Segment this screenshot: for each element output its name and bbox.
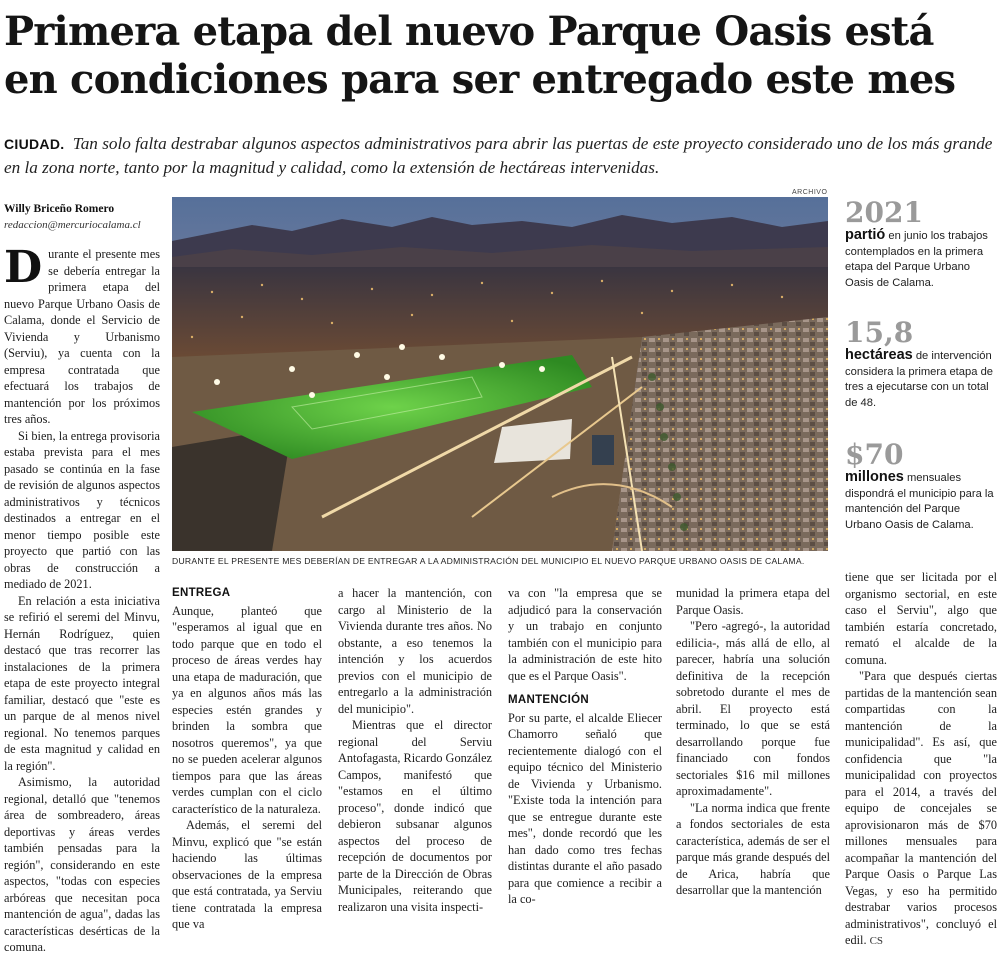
paragraph: En relación a esta iniciativa se refirió el seremi del Minvu, Hernán Rodríguez, quien destacó que tras recorrer las instalaciones de la primera etapa de este proyecto integral familiar, destacó que "este es un parque de al menos nivel regional. No tenemos parques de esta magnitud y calidad en la región". bbox=[4, 593, 160, 773]
stat-description: de intervención considera la primera etapa de tres a ejecutarse con un total de 48. bbox=[845, 350, 994, 409]
park-aerial-photo bbox=[172, 197, 828, 551]
end-mark-icon: CS bbox=[869, 935, 884, 947]
article-column-4 bbox=[508, 585, 662, 908]
paragraph: munidad la primera etapa del Parque Oasis. bbox=[676, 586, 830, 617]
stat-keyword: millones bbox=[845, 469, 904, 485]
stat-2021 bbox=[845, 198, 997, 291]
paragraph: Además, el seremi del Minvu, explicó que "se están haciendo las últimas observaciones de la empresa que está contratada, ya Serviu tiene contratada la empresa que va bbox=[172, 818, 322, 931]
subhead-mantencion: MANTENCIÓN bbox=[508, 694, 589, 706]
article-column-1 bbox=[4, 242, 160, 956]
stat-number: 2021 bbox=[845, 196, 923, 229]
paragraph-text: urante el presente mes se debería entregar la primera etapa del nuevo Parque Urbano Oasis de Calama, donde el Servicio de Vivienda y Urbanismo (Serviu), ya cuenta con la empresa contratada que efectuará los trabajos de mantención por los próximos tres años. bbox=[4, 247, 160, 426]
stat-description: en junio los trabajos contemplados en la primera etapa del Parque Urbano Oasis de Calama. bbox=[845, 230, 988, 289]
paragraph: va con "la empresa que se adjudicó para la conservación y un trabajo en conjunto también con el municipio para la administración de este hito que es el Parque Oasis". bbox=[508, 586, 662, 683]
article-column-3 bbox=[338, 585, 492, 915]
headline-line-2: en condiciones para ser entregado este mes bbox=[4, 56, 956, 103]
lead-paragraph bbox=[4, 132, 996, 180]
section-kicker: CIUDAD. bbox=[4, 136, 65, 152]
article-column-2 bbox=[172, 585, 322, 933]
paragraph: Si bien, la entrega provisoria estaba prevista para el mes pasado se continúa en la fase de revisión de algunos aspectos administrativos y técnicos destinados a entregar en el menor tiempo posible este proyecto que partió con las obras de construcción a mediado de 2021. bbox=[4, 428, 160, 591]
stat-keyword: hectáreas bbox=[845, 347, 913, 363]
stat-hectares bbox=[845, 318, 997, 411]
park-aerial-illustration bbox=[172, 197, 828, 551]
paragraph: a hacer la mantención, con cargo al Ministerio de la Vivienda durante tres años. No obstante, a eso tenemos la intención y los acuerdos previos con el municipio de entregarlo a la administración del municipio". bbox=[338, 586, 492, 716]
stat-text bbox=[845, 470, 997, 533]
article-column-5 bbox=[676, 585, 830, 899]
photo-caption: DURANTE EL PRESENTE MES DEBERÍAN DE ENTREGAR A LA ADMINISTRACIÓN DEL MUNICIPIO EL NUEVO PARQUE URBANO OASIS DE CALAMA. bbox=[172, 556, 805, 566]
photo-credit: ARCHIVO bbox=[792, 189, 828, 196]
author-name: Willy Briceño Romero bbox=[4, 203, 115, 215]
stat-description: mensuales dispondrá el municipio para la mantención del Parque Urbano Oasis de Calama. bbox=[845, 472, 994, 531]
paragraph: Por su parte, el alcalde Eliecer Chamorro señaló que recientemente dialogó con el equipo técnico del Ministerio de Vivienda y Urbanismo. "Existe toda la intención para que se entregue durante este mes", donde recordó que les han dado como tres fechas distintas durante el año pasado para que comience a recibir a la co- bbox=[508, 710, 662, 906]
paragraph: Asimismo, la autoridad regional, detalló que "tenemos área de sombreadero, áreas deportivas y áreas verdes también pensadas para la región", considerando en este aspectos, "todas con especies arbóreas que necesitan poca mantención de agua", dadas las características desérticas de la comuna. bbox=[4, 775, 160, 954]
paragraph: "La norma indica que frente a fondos sectoriales de esta característica, además de ser el parque más grande después del de Arica, habría que desarrollar que la mantención bbox=[676, 800, 830, 897]
byline bbox=[4, 201, 141, 233]
headline-line-1: Primera etapa del nuevo Parque Oasis está bbox=[4, 8, 934, 55]
paragraph: Mientras que el director regional del Serviu Antofagasta, Ricardo González Campos, manifestó que "estamos en el último proceso", donde indicó que debieron subsanar algunos aspectos del proceso de recepción de documentos por parte de la Dirección de Obras Municipales, reiterando que realizaron una visita inspecti- bbox=[338, 718, 492, 914]
paragraph bbox=[845, 668, 997, 950]
article-column-6 bbox=[845, 569, 997, 950]
stat-number: 15,8 bbox=[845, 316, 914, 349]
dropcap: D bbox=[4, 242, 43, 293]
stat-number: $70 bbox=[845, 438, 904, 471]
paragraph bbox=[4, 242, 160, 428]
stat-keyword: partió bbox=[845, 227, 886, 243]
lead-text: Tan solo falta destrabar algunos aspectos administrativos para abrir las puertas de este proyecto considerado uno de los más grande en la zona norte, tanto por la magnitud y calidad, como la extensión de hectáreas intervenidas. bbox=[4, 134, 993, 177]
paragraph: tiene que ser licitada por el organismo sectorial, en este caso el Serviu", algo que también estaría concretado, remató el alcalde de la comuna. bbox=[845, 570, 997, 667]
paragraph: Aunque, planteó que "esperamos al igual que en todo parque que en todo el proceso de áreas verdes hay una etapa de maduración, que ya en algunos años más las especies estén grandes y brinden la sombra que nosotros queremos", ya que no se pueden acelerar algunos tiempos para que las áreas verdes cumplan con el ciclo característico de la naturaleza. bbox=[172, 603, 322, 816]
paragraph-text: "Para que después ciertas partidas de la mantención sean compartidas con la mantención de la municipalidad". Es así, que confidencia que "la municipalidad con proyectos para el 2014, a través del equipo de concejales se aprovisionaron más de $70 millones mensuales para acompañar la mantención del Parque Oasis o Parque Las Vegas, y eso ha permitido destrabar varios procesos administrativos", concluyó el edil. bbox=[845, 669, 997, 947]
author-email[interactable]: redaccion@mercuriocalama.cl bbox=[4, 219, 141, 231]
stat-text bbox=[845, 348, 997, 411]
subhead-entrega: ENTREGA bbox=[172, 587, 231, 599]
stat-millions bbox=[845, 440, 997, 533]
paragraph: "Pero -agregó-, la autoridad edilicia-, más allá de ello, al parecer, habría una solución definitiva de la recepción sobretodo durante el mes de abril. El proyecto está terminado, lo que se está desarrollando porque fue financiado con fondos sectoriales $16 mil millones aproximadamente". bbox=[676, 619, 830, 798]
headline bbox=[4, 8, 996, 104]
stat-text bbox=[845, 228, 997, 291]
